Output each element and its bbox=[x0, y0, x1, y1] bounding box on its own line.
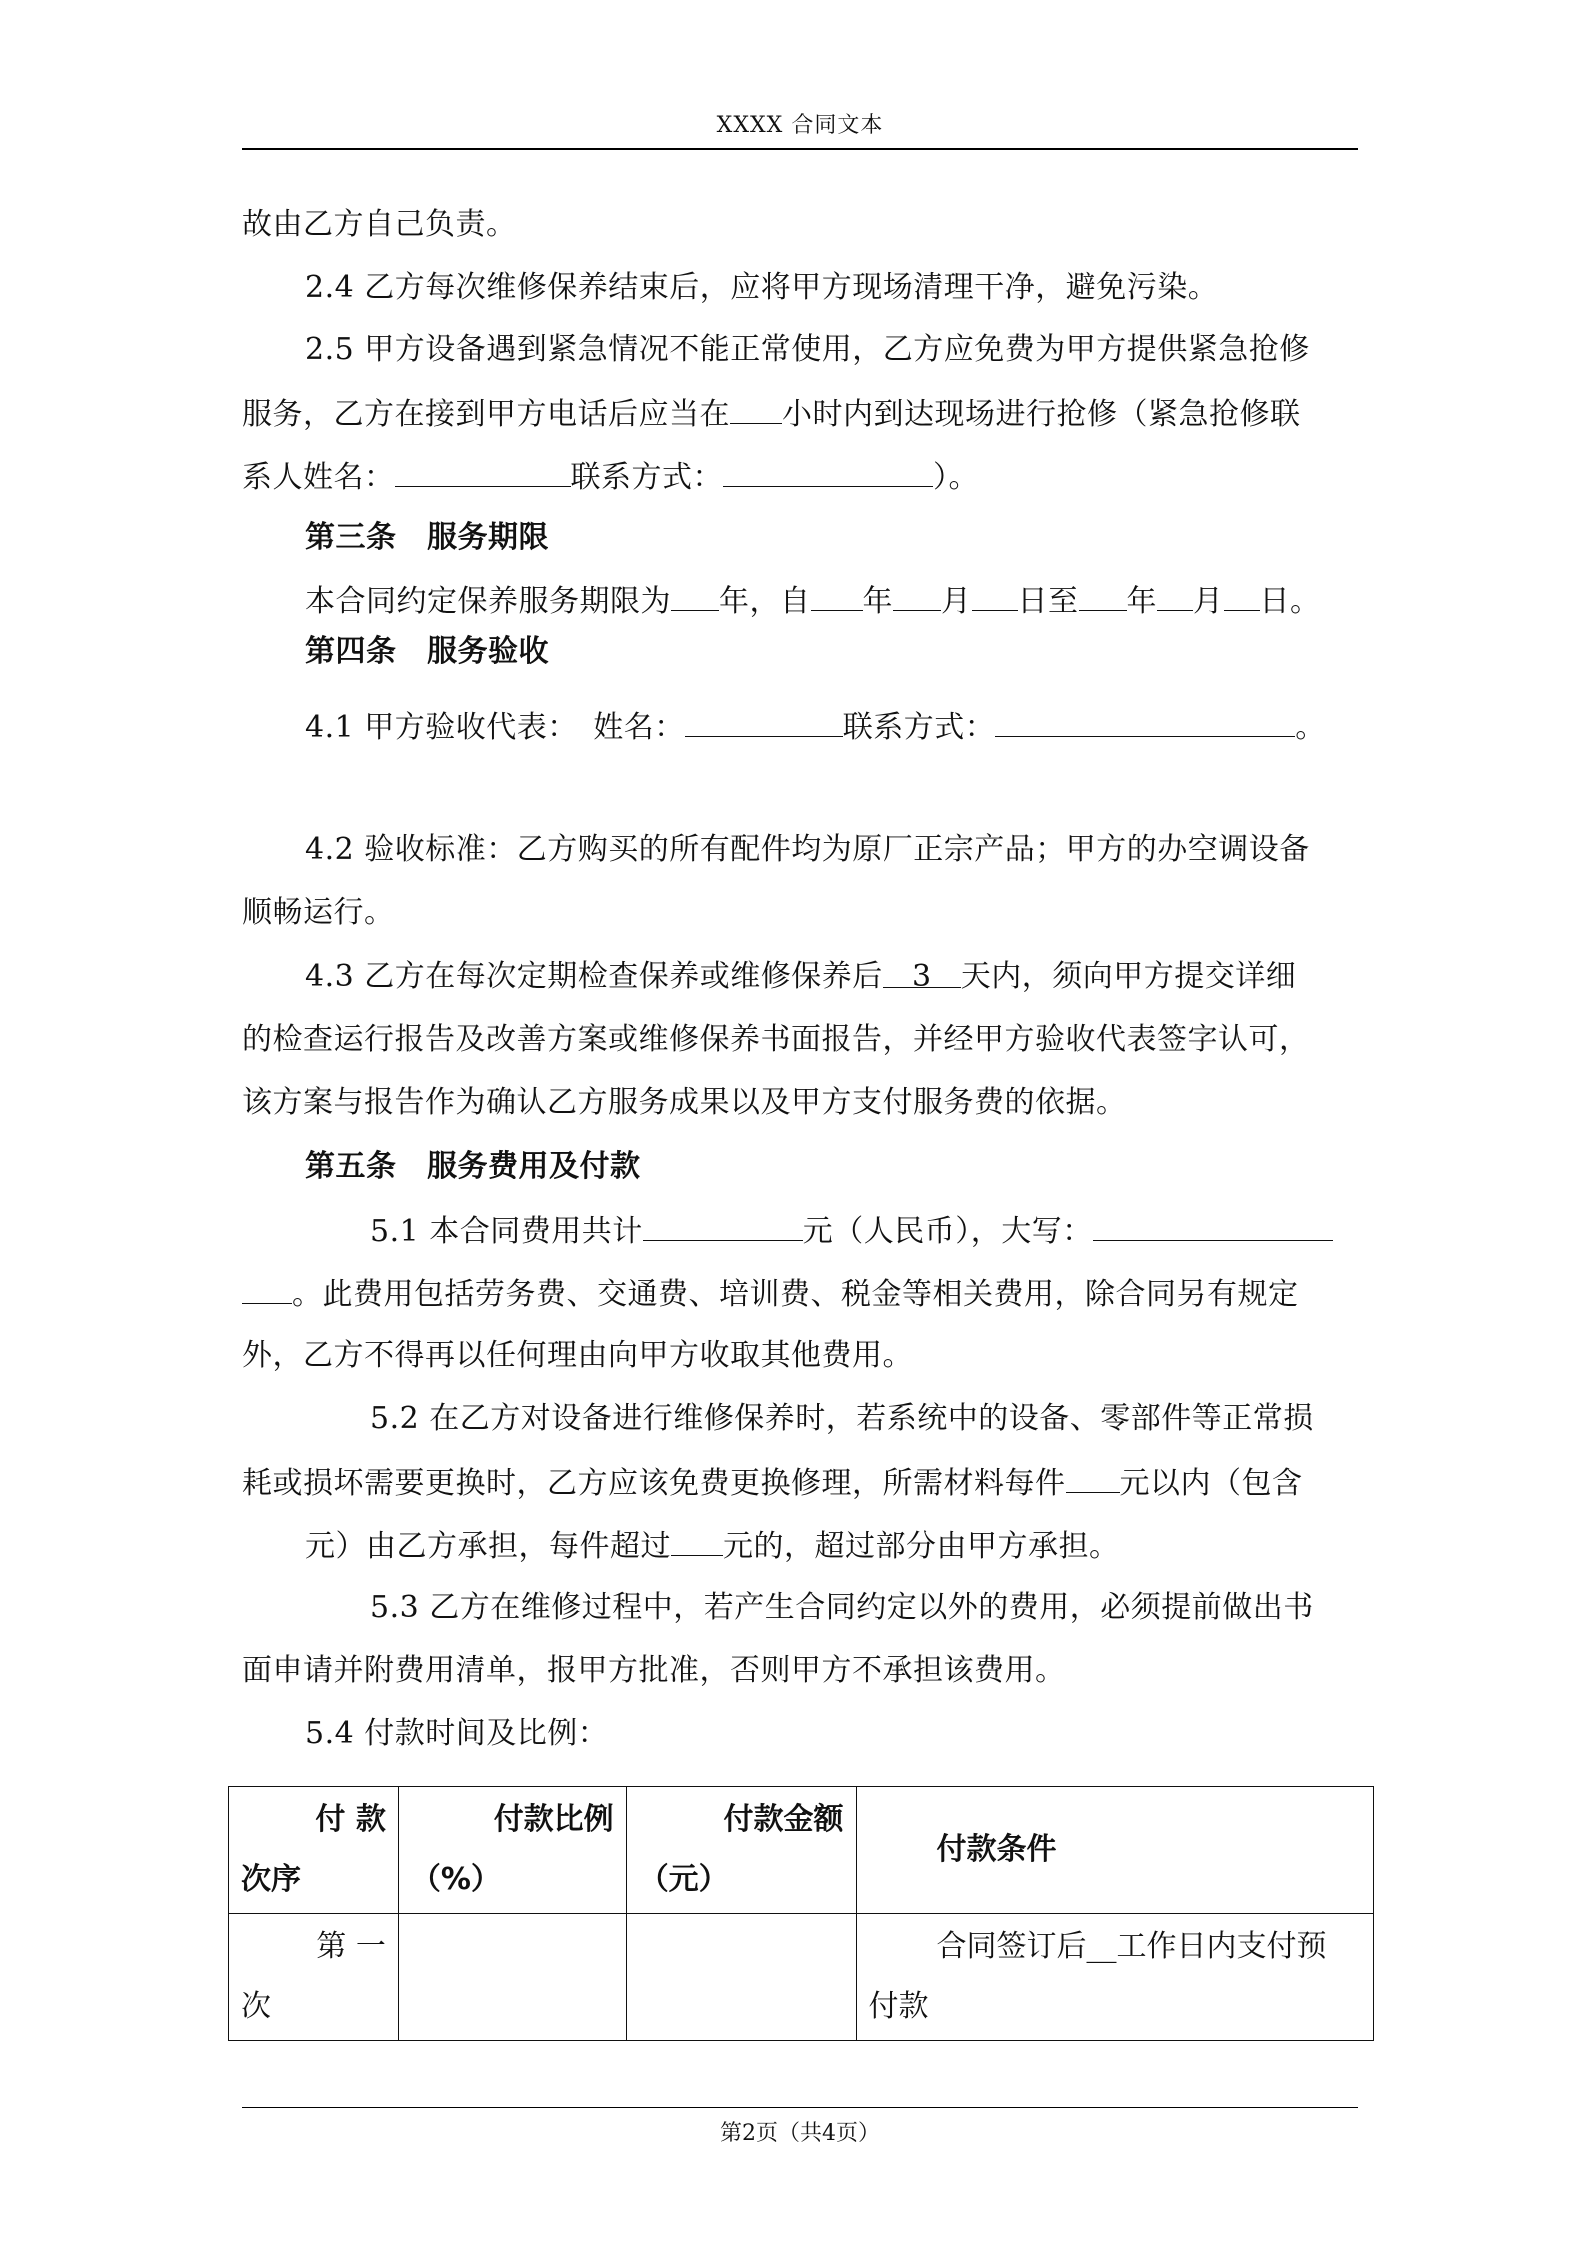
para-line bbox=[305, 957, 1296, 997]
text: 。此费用包括劳务费、交通费、培训费、税金等相关费用，除合同另有规定 bbox=[292, 1277, 1299, 1312]
para-line bbox=[305, 1525, 1120, 1567]
blank-field bbox=[1157, 580, 1193, 611]
blank-field bbox=[723, 456, 933, 487]
para-line: 4.2 验收标准：乙方购买的所有配件均为原厂正宗产品；甲方的办空调设备 bbox=[305, 832, 1310, 867]
header-text: 付款金额 bbox=[723, 1802, 844, 1837]
text: 小时内到达现场进行抢修（紧急抢修联 bbox=[782, 397, 1301, 432]
header-text: （%） bbox=[410, 1862, 501, 1897]
text: 年 bbox=[862, 584, 893, 619]
header-cell bbox=[229, 1787, 399, 1914]
section-heading: 第三条 服务期限 bbox=[305, 520, 549, 555]
text: 5.1 本合同费用共计 bbox=[370, 1214, 643, 1249]
table-cell bbox=[856, 1914, 1373, 2041]
blank-field bbox=[643, 1210, 803, 1241]
header-cell bbox=[856, 1787, 1373, 1914]
text: 月 bbox=[941, 584, 972, 619]
para-line bbox=[305, 580, 1321, 622]
text: 元（人民币），大写： bbox=[802, 1214, 1093, 1249]
blank-field bbox=[730, 393, 782, 424]
table-cell bbox=[626, 1914, 856, 2041]
para-line bbox=[305, 706, 1326, 748]
text: 系人姓名： bbox=[242, 460, 395, 495]
text: 元的，超过部分由甲方承担。 bbox=[723, 1529, 1120, 1564]
text: 月 bbox=[1193, 584, 1224, 619]
para-line: 该方案与报告作为确认乙方服务成果以及甲方支付服务费的依据。 bbox=[242, 1085, 1127, 1120]
para-line: 5.3 乙方在维修过程中，若产生合同约定以外的费用，必须提前做出书 bbox=[370, 1590, 1314, 1625]
table-header-row bbox=[229, 1787, 1374, 1914]
text: 元以内（包含 bbox=[1119, 1466, 1303, 1501]
header-text: 付款条件 bbox=[936, 1832, 1057, 1867]
cell-text: 付款 bbox=[868, 1989, 929, 2024]
para-line: 2.4 乙方每次维修保养结束后，应将甲方现场清理干净，避免污染。 bbox=[305, 270, 1219, 305]
blank-field bbox=[811, 580, 863, 611]
cell-text: 次 bbox=[241, 1989, 271, 2024]
blank-field bbox=[242, 1273, 292, 1304]
payment-table bbox=[228, 1786, 1374, 2041]
blank-field bbox=[671, 580, 719, 611]
para-line: 顺畅运行。 bbox=[242, 895, 395, 930]
page-footer: 第2页（共4页） bbox=[720, 2121, 880, 2146]
text: 联系方式： bbox=[842, 710, 996, 745]
para-line: 2.5 甲方设备遇到紧急情况不能正常使用，乙方应免费为甲方提供紧急抢修 bbox=[305, 332, 1310, 367]
text: 年 bbox=[1126, 584, 1157, 619]
header-text: 次序 bbox=[241, 1862, 301, 1897]
table-cell bbox=[229, 1914, 399, 2041]
header-rule bbox=[242, 148, 1358, 150]
para-line bbox=[242, 393, 1301, 435]
blank-field bbox=[1079, 580, 1127, 611]
blank-field bbox=[685, 706, 843, 737]
blank-field bbox=[671, 1525, 723, 1556]
header-text: （元） bbox=[638, 1862, 729, 1897]
text: 年，自 bbox=[719, 584, 811, 619]
text: 。 bbox=[1295, 710, 1326, 745]
para-line: 5.4 付款时间及比例： bbox=[305, 1716, 609, 1751]
cell-text bbox=[399, 1914, 626, 1918]
text: 本合同约定保养服务期限为 bbox=[305, 584, 671, 619]
header-cell bbox=[398, 1787, 626, 1914]
table-row bbox=[229, 1914, 1374, 2041]
para-line bbox=[242, 456, 979, 498]
header-text: 付 款 bbox=[315, 1802, 386, 1837]
para-line bbox=[370, 1210, 1333, 1252]
blank-field bbox=[893, 580, 941, 611]
text: 日。 bbox=[1259, 584, 1321, 619]
text: 4.1 甲方验收代表： 姓名： bbox=[305, 710, 685, 745]
cell-text bbox=[627, 1914, 856, 1918]
cell-text: 第 一 bbox=[316, 1929, 386, 1964]
para-line bbox=[242, 1273, 1299, 1315]
para-line: 面申请并附费用清单，报甲方批准，否则甲方不承担该费用。 bbox=[242, 1653, 1066, 1688]
table-cell bbox=[398, 1914, 626, 2041]
blank-field bbox=[395, 456, 571, 487]
text: 日至 bbox=[1017, 584, 1079, 619]
section-heading: 第五条 服务费用及付款 bbox=[305, 1149, 641, 1184]
blank-field bbox=[972, 580, 1018, 611]
blank-field bbox=[995, 706, 1295, 737]
text: 服务，乙方在接到甲方电话后应当在 bbox=[242, 397, 730, 432]
text: 4.3 乙方在每次定期检查保养或维修保养后 bbox=[305, 959, 883, 994]
cell-text: 合同签订后__工作日内支付预 bbox=[936, 1929, 1327, 1964]
text: 联系方式： bbox=[570, 460, 723, 495]
text: 元）由乙方承担，每件超过 bbox=[305, 1529, 671, 1564]
page-header: XXXX 合同文本 bbox=[716, 113, 884, 138]
text: 耗或损坏需要更换时，乙方应该免费更换修理，所需材料每件 bbox=[242, 1466, 1066, 1501]
para-line: 的检查运行报告及改善方案或维修保养书面报告，并经甲方验收代表签字认可， bbox=[242, 1022, 1310, 1057]
header-cell bbox=[626, 1787, 856, 1914]
footer-rule bbox=[242, 2107, 1358, 2108]
para-line: 5.2 在乙方对设备进行维修保养时，若系统中的设备、零部件等正常损 bbox=[370, 1401, 1314, 1436]
section-heading: 第四条 服务验收 bbox=[305, 634, 549, 669]
blank-field bbox=[1066, 1462, 1120, 1493]
blank-field bbox=[1224, 580, 1260, 611]
header-text: 付款比例 bbox=[493, 1802, 614, 1837]
blank-field bbox=[1093, 1210, 1333, 1241]
text: ）。 bbox=[933, 460, 979, 495]
filled-field: 3 bbox=[883, 957, 961, 988]
para-line: 故由乙方自己负责。 bbox=[242, 207, 517, 242]
para-line: 外，乙方不得再以任何理由向甲方收取其他费用。 bbox=[242, 1338, 913, 1373]
para-line bbox=[242, 1462, 1303, 1504]
text: 天内，须向甲方提交详细 bbox=[960, 959, 1297, 994]
